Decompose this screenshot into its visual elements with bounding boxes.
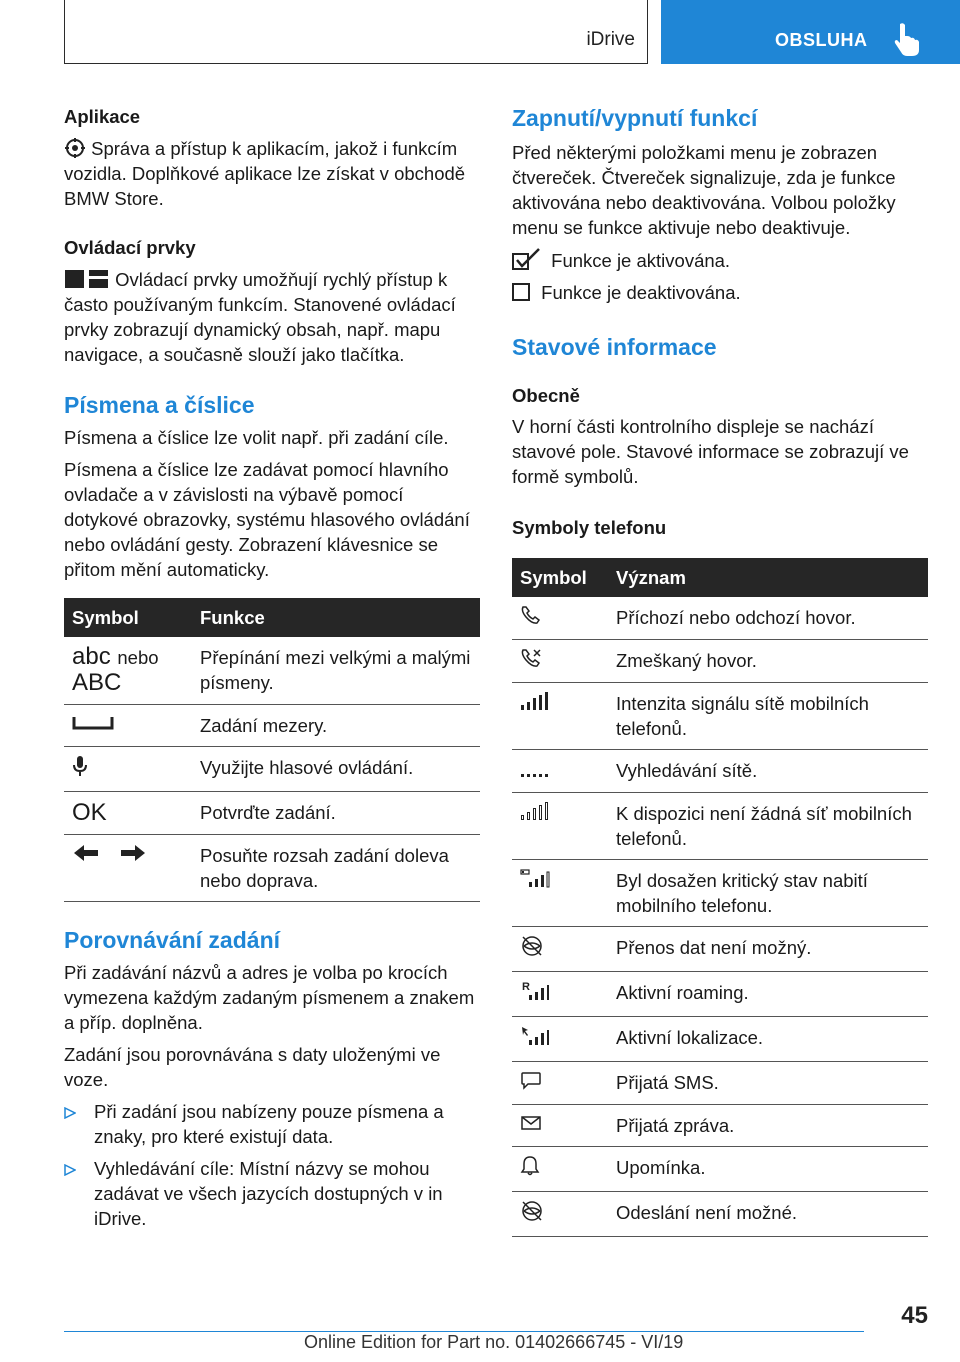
network-search-icon bbox=[520, 758, 548, 778]
meaning-cell: Přijatá SMS. bbox=[608, 1062, 928, 1105]
table-row bbox=[512, 1147, 928, 1192]
table-header-vyznam: Význam bbox=[608, 558, 928, 597]
aplikace-text-block bbox=[64, 136, 480, 211]
widgets-icon bbox=[64, 269, 110, 289]
list-item bbox=[64, 1156, 480, 1231]
no-network-icon bbox=[520, 801, 548, 821]
symbol-cell bbox=[512, 927, 608, 972]
table-row bbox=[512, 1192, 928, 1237]
function-cell: Přepínání mezi velkými a malými písmeny. bbox=[192, 637, 480, 705]
table-row bbox=[512, 1017, 928, 1062]
aplikace-text: Správa a přístup k aplikacím, jakož i funkcím vozidla. Doplňkové aplikace lze získat v obchodě BMW Store. bbox=[64, 138, 466, 209]
symbol-cell bbox=[512, 1062, 608, 1105]
sms-icon bbox=[520, 1070, 542, 1090]
porovnani-paragraph-2: Zadání jsou porovnávána s daty uloženými ve voze. bbox=[64, 1044, 441, 1090]
space-icon bbox=[72, 714, 114, 732]
localization-icon bbox=[520, 1025, 550, 1047]
meaning-cell: Aktivní lokalizace. bbox=[608, 1017, 928, 1062]
reminder-bell-icon bbox=[520, 1155, 540, 1177]
function-cell: Potvrďte zadání. bbox=[192, 792, 480, 835]
porovnani-heading: Porovnávání zadání bbox=[64, 927, 281, 953]
lowercase-symbol: abc bbox=[72, 643, 111, 670]
pointing-hand-icon bbox=[893, 22, 923, 56]
microphone-icon bbox=[72, 755, 88, 777]
list-item bbox=[64, 1099, 480, 1149]
table-header-row bbox=[64, 598, 480, 637]
function-cell: Posuňte rozsah zadání doleva nebo doprava. bbox=[192, 835, 480, 902]
edition-text: Online Edition for Part no. 01402666745 - VI/19 bbox=[304, 1332, 684, 1352]
symbol-cell bbox=[512, 1017, 608, 1062]
pismena-paragraph-1: Písmena a číslice lze volit např. při zadání cíle. bbox=[64, 427, 449, 448]
keyboard-symbols-table bbox=[64, 598, 480, 902]
arrow-right-icon bbox=[119, 844, 147, 862]
obecne-text: V horní části kontrolního displeje se nachází stavové pole. Stavové informace se zobrazují ve formě symbolů. bbox=[512, 416, 909, 487]
symbol-cell bbox=[512, 640, 608, 683]
symboly-heading: Symboly telefonu bbox=[512, 517, 667, 538]
meaning-cell: Přenos dat není možný. bbox=[608, 927, 928, 972]
porovnani-paragraph-1: Při zadávání názvů a adres je volba po krocích vymezena každým zadaným písmenem a znakem a příp. doplněna. bbox=[64, 962, 475, 1033]
table-row bbox=[64, 835, 480, 902]
table-row bbox=[64, 637, 480, 705]
symbol-cell bbox=[64, 747, 192, 792]
table-header-symbol: Symbol bbox=[64, 598, 192, 637]
symbol-cell bbox=[64, 637, 192, 705]
table-row bbox=[64, 747, 480, 792]
data-unavailable-icon bbox=[520, 935, 544, 957]
pismena-paragraph-2: Písmena a číslice lze zadávat pomocí hlavního ovladače a v závislosti na výbavě pomocí dotykové obrazovky, systému hlasového ovládání nebo ovládání gesty. Zobrazení klávesnice se přitom mění automaticky. bbox=[64, 459, 470, 580]
table-row bbox=[64, 705, 480, 747]
stavove-heading: Stavové informace bbox=[512, 334, 717, 360]
bullet-triangle-icon bbox=[64, 1107, 76, 1119]
checkbox-checked-icon bbox=[512, 248, 542, 270]
function-cell: Zadání mezery. bbox=[192, 705, 480, 747]
symbol-cell bbox=[512, 1147, 608, 1192]
meaning-cell: Příchozí nebo odchozí hovor. bbox=[608, 597, 928, 640]
meaning-cell: Zmeškaný hovor. bbox=[608, 640, 928, 683]
symbol-cell bbox=[512, 1105, 608, 1147]
table-row bbox=[64, 792, 480, 835]
table-row bbox=[512, 927, 928, 972]
function-cell: Využijte hlasové ovládání. bbox=[192, 747, 480, 792]
meaning-cell: Upomínka. bbox=[608, 1147, 928, 1192]
ovladaci-text-block bbox=[64, 267, 480, 367]
check-off-line bbox=[512, 280, 928, 305]
aplikace-heading: Aplikace bbox=[64, 106, 141, 127]
missed-call-icon bbox=[520, 648, 542, 668]
table-row bbox=[512, 683, 928, 750]
apps-gear-icon bbox=[64, 138, 86, 158]
table-row bbox=[512, 860, 928, 927]
meaning-cell: Přijatá zpráva. bbox=[608, 1105, 928, 1147]
send-unavailable-icon bbox=[520, 1200, 544, 1222]
signal-strength-icon bbox=[520, 691, 548, 711]
symbol-cell bbox=[512, 1192, 608, 1237]
meaning-cell: Intenzita signálu sítě mobilních telefonů. bbox=[608, 683, 928, 750]
symbol-cell bbox=[64, 835, 192, 902]
bullet-text: Vyhledávání cíle: Místní názvy se mohou zadávat ve všech jazycích dostupných v in iDrive. bbox=[94, 1158, 443, 1229]
zapnuti-text: Před některými položkami menu je zobrazen čtvereček. Čtvereček signalizuje, zda je funkce aktivována nebo deaktivována. Volbou položky menu se funkce aktivuje nebo deaktivuje. bbox=[512, 142, 896, 238]
symbol-cell bbox=[512, 972, 608, 1017]
svg-text:R: R bbox=[522, 981, 530, 993]
check-off-text: Funkce je deaktivována. bbox=[541, 282, 741, 303]
table-row bbox=[512, 597, 928, 640]
symbol-cell bbox=[64, 705, 192, 747]
left-column bbox=[64, 100, 480, 1231]
battery-critical-icon bbox=[520, 868, 550, 888]
header-section-box bbox=[64, 0, 648, 64]
ok-symbol: OK bbox=[72, 799, 107, 826]
right-column bbox=[512, 100, 928, 1237]
table-row bbox=[512, 750, 928, 793]
meaning-cell: K dispozici není žádná síť mobilních telefonů. bbox=[608, 793, 928, 860]
meaning-cell: Vyhledávání sítě. bbox=[608, 750, 928, 793]
bullet-text: Při zadání jsou nabízeny pouze písmena a znaky, pro které existují data. bbox=[94, 1101, 444, 1147]
or-text: nebo bbox=[117, 647, 159, 668]
table-row bbox=[512, 1105, 928, 1147]
bullet-triangle-icon bbox=[64, 1164, 76, 1176]
uppercase-symbol: ABC bbox=[72, 669, 122, 696]
zapnuti-heading: Zapnutí/vypnutí funkcí bbox=[512, 105, 758, 131]
header-section-title: iDrive bbox=[586, 29, 635, 50]
header-chapter-title: OBSLUHA bbox=[775, 30, 868, 50]
pismena-heading: Písmena a číslice bbox=[64, 392, 255, 418]
table-header-row bbox=[512, 558, 928, 597]
symbol-cell bbox=[512, 683, 608, 750]
table-row bbox=[512, 793, 928, 860]
header-chapter-tab[interactable] bbox=[661, 0, 960, 64]
page-number: 45 bbox=[901, 1302, 928, 1329]
symbol-cell bbox=[512, 860, 608, 927]
table-header-funkce: Funkce bbox=[192, 598, 480, 637]
table-row bbox=[512, 640, 928, 683]
ovladaci-heading: Ovládací prvky bbox=[64, 237, 196, 258]
symbol-cell bbox=[64, 792, 192, 835]
symbol-cell bbox=[512, 793, 608, 860]
arrow-left-icon bbox=[72, 844, 100, 862]
table-header-symbol: Symbol bbox=[512, 558, 608, 597]
mail-icon bbox=[520, 1114, 542, 1132]
table-row bbox=[512, 1062, 928, 1105]
symbol-cell bbox=[512, 750, 608, 793]
symbol-cell bbox=[512, 597, 608, 640]
meaning-cell: Aktivní roaming. bbox=[608, 972, 928, 1017]
checkbox-empty-icon bbox=[512, 282, 532, 302]
check-on-line bbox=[512, 248, 928, 273]
phone-symbols-table bbox=[512, 558, 928, 1237]
table-row bbox=[512, 972, 928, 1017]
check-on-text: Funkce je aktivována. bbox=[551, 250, 731, 271]
meaning-cell: Odeslání není možné. bbox=[608, 1192, 928, 1237]
obecne-heading: Obecně bbox=[512, 385, 580, 406]
meaning-cell: Byl dosažen kritický stav nabití mobilního telefonu. bbox=[608, 860, 928, 927]
ovladaci-text: Ovládací prvky umožňují rychlý přístup k často používaným funkcím. Stanovené ovládací prvky zobrazují dynamický obsah, např. mapu navigace, a současně slouží jako tlačítka. bbox=[64, 269, 456, 365]
roaming-icon bbox=[520, 980, 550, 1002]
phone-call-icon bbox=[520, 605, 542, 625]
